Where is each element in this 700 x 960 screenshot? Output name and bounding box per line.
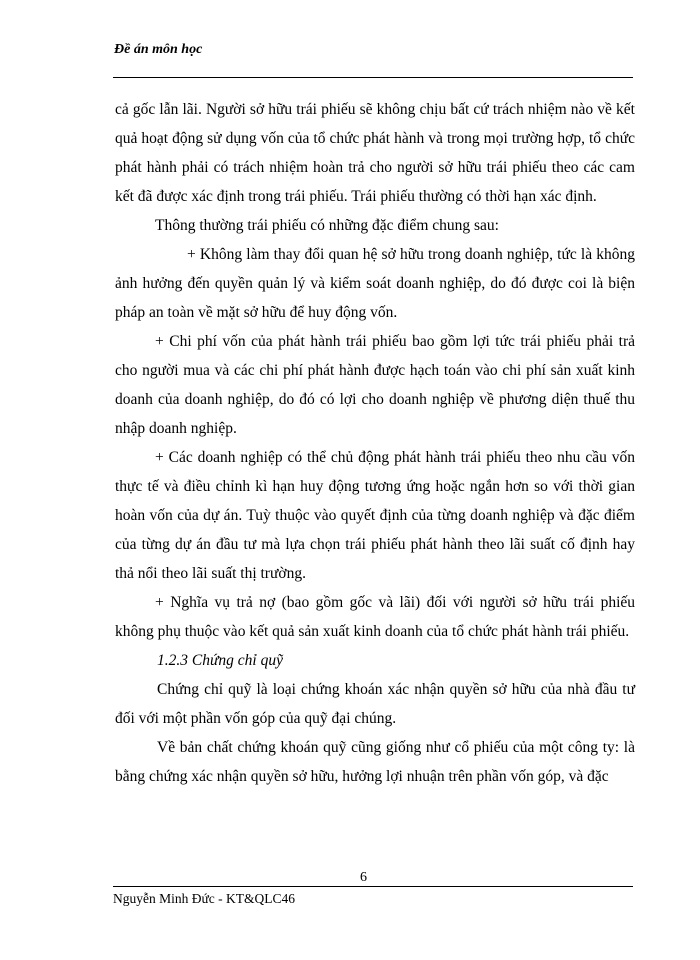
paragraph-5: + Các doanh nghiệp có thể chủ động phát hành trái phiếu theo nhu cầu vốn thực tế và điều chỉnh kì hạn huy động tương ứng hoặc ngắn hơn so với thời gian hoàn vốn của dự án. Tuỳ thuộc vào quyết định của từng doanh nghiệp và đặc điểm của từng dự án đầu tư mà lựa chọn trái phiếu phát hành theo lãi suất cố định hay thả nổi theo lãi suất thị trường. <box>115 449 635 582</box>
page-number: 6 <box>360 870 367 885</box>
paragraph-3: + Không làm thay đổi quan hệ sở hữu trong doanh nghiệp, tức là không ảnh hưởng đến quyền quản lý và kiểm soát doanh nghiệp, do đó được coi là biện pháp an toàn về mặt sở hữu để huy động vốn. <box>115 246 635 321</box>
footer-rule <box>113 886 633 887</box>
document-body <box>115 95 635 791</box>
paragraph-6: + Nghĩa vụ trả nợ (bao gồm gốc và lãi) đối với người sở hữu trái phiếu không phụ thuộc vào kết quả sản xuất kinh doanh của tổ chức phát hành trái phiếu. <box>115 594 635 640</box>
header-title: Đề án môn học <box>114 42 203 57</box>
paragraph-4: + Chi phí vốn của phát hành trái phiếu bao gồm lợi tức trái phiếu phải trả cho người mua và các chi phí phát hành được hạch toán vào chi phí sản xuất kinh doanh của doanh nghiệp, do đó có lợi cho doanh nghiệp về phương diện thuế thu nhập doanh nghiệp. <box>115 333 635 437</box>
paragraph-1: cả gốc lẫn lãi. Người sở hữu trái phiếu sẽ không chịu bất cứ trách nhiệm nào về kết quả hoạt động sử dụng vốn của tổ chức phát hành và trong mọi trường hợp, tổ chức phát hành phải có trách nhiệm hoàn trả cho người sở hữu trái phiếu theo các cam kết đã được xác định trong trái phiếu. Trái phiếu thường có thời hạn xác định. <box>115 101 635 205</box>
header-rule <box>113 77 633 78</box>
paragraph-7: Chứng chỉ quỹ là loại chứng khoán xác nhận quyền sở hữu của nhà đầu tư đối với một phần vốn góp của quỹ đại chúng. <box>115 681 635 727</box>
paragraph-8: Về bản chất chứng khoán quỹ cũng giống như cổ phiếu của một công ty: là bằng chứng xác nhận quyền sở hữu, hưởng lợi nhuận trên phần vốn góp, và đặc <box>115 739 635 785</box>
section-heading: 1.2.3 Chứng chỉ quỹ <box>157 652 283 669</box>
footer-author: Nguyễn Minh Đức - KT&QLC46 <box>113 891 296 906</box>
paragraph-2: Thông thường trái phiếu có những đặc điểm chung sau: <box>155 217 499 234</box>
